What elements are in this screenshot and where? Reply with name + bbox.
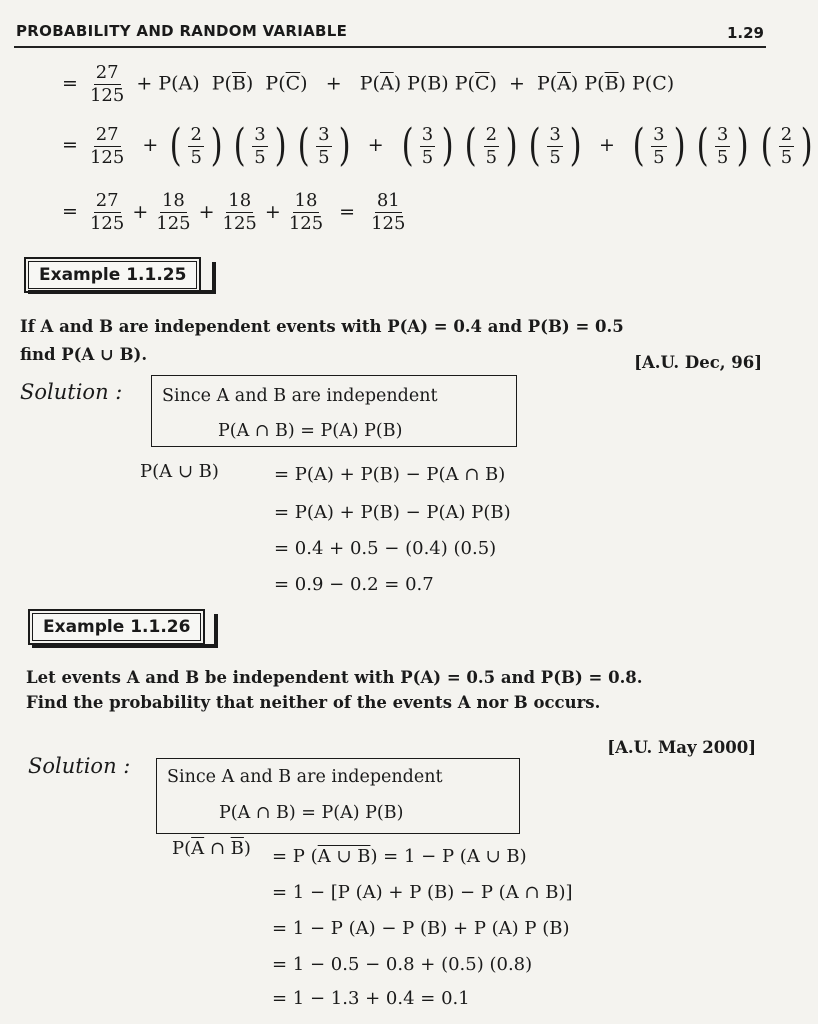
calc-line-1 [62,64,674,105]
fraction: $\frac{3}{5}$ [549,123,561,168]
parenthesized-fraction: ( $\frac{3}{5}$ ) [233,120,287,171]
page-number: 1.29 [726,24,764,42]
parenthesized-fraction: ( $\frac{3}{5}$ ) [401,120,454,171]
fraction: $\frac{2}{5}$ [190,123,202,168]
step-3: = 0.4 + 0.5 − (0.4) (0.5) [274,538,497,559]
question-line-2: Find the probability that neither of the events A nor B occurs. [26,693,601,712]
lhs-complement-intersection: $P(\overline{A}$ ∩ $\overline{B}$) [172,838,251,859]
equals-sign: = [62,134,78,156]
step-3: = 1 − P (A) − P (B) + P (A) P (B) [272,918,570,939]
calc-line-2 [62,120,818,171]
fraction: $\frac{18}{125}$ [156,190,191,234]
lhs-union: P(A ∪ B) [140,461,219,482]
solution-label: Solution : [28,754,131,778]
product-groups: + ( $\frac{2}{5}$ ) ( $\frac{3}{5}$ ) ( $\frac{3}{5}$ ) + ( $\frac{3}{5}$ ) ( $\frac{2}{5}$ ) ( $\frac{3}{5}$ ) + ( $\frac{3}{5}$ ) ( $\frac{3}{5}$ ) ( $\frac{2}{5}$ ) [136,134,818,156]
fraction: $\frac{3}{5}$ [421,123,434,168]
step-1: = P(A) + P(B) − P(A ∩ B) [274,464,506,485]
calc-line-3 [62,192,411,233]
parenthesized-fraction: ( $\frac{3}{5}$ ) [528,120,582,171]
fraction: $\frac{27}{125}$ [89,123,125,168]
fraction: $\frac{27}{125}$ [89,190,125,234]
step-1: = P (A ∪ B) = 1 − P (A ∪ B) [272,846,527,867]
step-2: = 1 − [P (A) + P (B) − P (A ∩ B)] [272,882,573,903]
step-2: = P(A) + P(B) − P(A) P(B) [274,502,511,523]
step-4: = 1 − 0.5 − 0.8 + (0.5) (0.8) [272,954,533,975]
fraction: $\frac{3}{5}$ [254,123,266,168]
fraction: $\frac{27}{125}$ [89,62,125,106]
example-1-1-26-label: Example 1.1.26 [28,609,205,645]
parenthesized-fraction: ( $\frac{2}{5}$ ) [169,120,223,171]
fraction: $\frac{81}{125}$ [371,190,406,234]
parenthesized-fraction: ( $\frac{3}{5}$ ) [297,120,351,171]
independence-box: Since A and B are independent P(A ∩ B) = P(A) P(B) [151,375,517,447]
independence-box: Since A and B are independent P(A ∩ B) = P(A) P(B) [156,758,520,834]
reference: [A.U. Dec, 96] [634,353,762,372]
example-1-1-25-label: Example 1.1.25 [24,257,201,293]
equals-sign: = [62,200,78,223]
expression: + P(A) $P(\overline{B}) P(\overline{C}) + P(\overline{A})$ P(B) $P(\overline{C}) + P(\overline{A})$ $P(\overline{B})$ P(C) [136,72,675,95]
step-5: = 1 − 1.3 + 0.4 = 0.1 [272,988,470,1009]
fraction: $\frac{2}{5}$ [780,123,793,168]
fraction: $\frac{2}{5}$ [485,123,498,168]
fraction: $\frac{3}{5}$ [318,123,330,168]
solution-label: Solution : [20,380,123,404]
fraction: $\frac{18}{125}$ [288,190,324,234]
reference: [A.U. May 2000] [607,738,756,757]
chapter-title: PROBABILITY AND RANDOM VARIABLE [16,22,348,40]
sum-terms: $\frac{27}{125}$ + $\frac{18}{125}$ + $\frac{18}{125}$ + $\frac{18}{125}$ = $\frac{81}{125}$ [89,190,406,234]
fraction: $\frac{3}{5}$ [653,123,665,168]
page-header [14,20,766,48]
question-line-2: find P(A ∪ B). [20,345,148,364]
fraction: $\frac{3}{5}$ [716,123,729,168]
parenthesized-fraction: ( $\frac{2}{5}$ ) [760,120,813,171]
question-line-1: If A and B are independent events with P(A) = 0.4 and P(B) = 0.5 [20,317,624,336]
fraction: $\frac{18}{125}$ [222,190,257,234]
question-line-1: Let events A and B be independent with P(A) = 0.5 and P(B) = 0.8. [26,668,643,687]
step-4: = 0.9 − 0.2 = 0.7 [274,574,434,595]
parenthesized-fraction: ( $\frac{2}{5}$ ) [464,120,518,171]
parenthesized-fraction: ( $\frac{3}{5}$ ) [632,120,686,171]
parenthesized-fraction: ( $\frac{3}{5}$ ) [696,120,749,171]
equals-sign: = [62,72,78,95]
